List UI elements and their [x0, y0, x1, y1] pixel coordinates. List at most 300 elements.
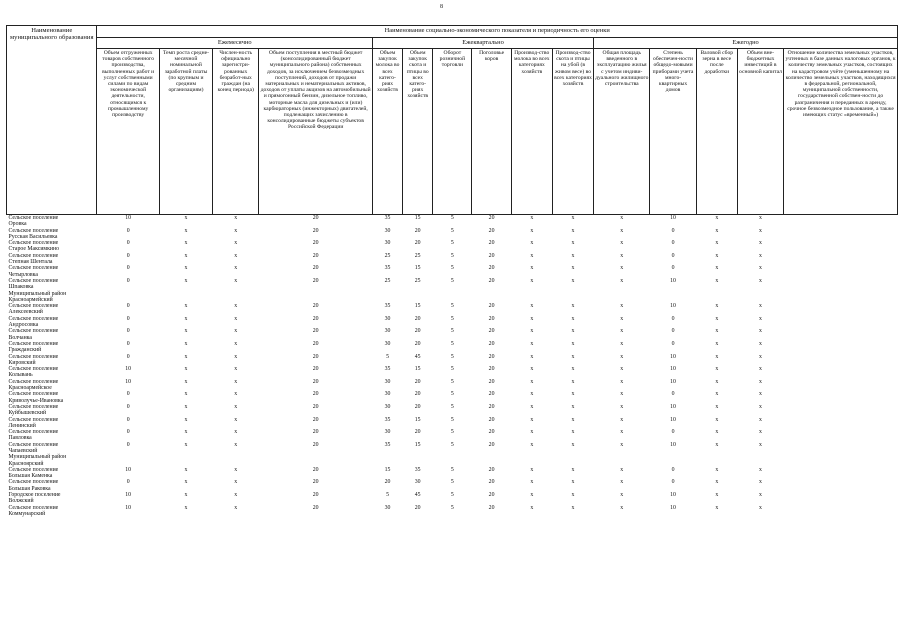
settlement-name — [7, 417, 97, 430]
table-row — [7, 417, 898, 430]
settlement-name-line: Сельское поселение — [8, 252, 59, 259]
table-row — [7, 467, 898, 480]
value-cell: x — [184, 466, 188, 473]
value-cell — [784, 354, 898, 367]
value-cell: 20 — [414, 227, 421, 234]
value-cell: x — [234, 403, 238, 410]
column-header: Степень обеспечен-ности общедо-мовыми приборами учета много-квартирных домов — [650, 49, 696, 215]
value-cell: 10 — [670, 441, 676, 448]
value-cell: x — [184, 265, 188, 272]
value-cell: 20 — [488, 466, 495, 473]
value-cell: 25 — [384, 277, 391, 284]
value-cell: 0 — [126, 252, 130, 259]
value-cell: 20 — [312, 227, 319, 234]
value-cell: 20 — [384, 479, 391, 486]
settlement-name — [7, 291, 97, 304]
settlement-name-line: Сельское поселение — [8, 353, 59, 360]
value-cell: 20 — [312, 479, 319, 486]
value-cell: 10 — [670, 416, 676, 423]
value-cell — [650, 454, 696, 467]
value-cell: 5 — [450, 265, 454, 272]
value-cell: 5 — [386, 492, 389, 499]
value-cell: x — [184, 240, 188, 247]
value-cell: 20 — [312, 265, 319, 272]
value-cell: 20 — [414, 429, 421, 436]
value-cell: 10 — [125, 492, 132, 499]
value-cell: 20 — [312, 240, 319, 247]
value-cell: 0 — [671, 391, 675, 398]
column-header: Объем вне-бюджетных инвестиций в основной капитал — [737, 49, 783, 215]
value-cell: 5 — [450, 466, 454, 473]
value-cell: x — [530, 215, 534, 221]
value-cell: x — [530, 378, 534, 385]
value-cell: x — [620, 265, 624, 272]
value-cell: x — [620, 429, 624, 436]
value-cell — [784, 291, 898, 304]
value-cell: x — [759, 429, 762, 436]
value-cell: x — [530, 441, 534, 448]
value-cell: 20 — [488, 429, 495, 436]
value-cell — [433, 291, 472, 304]
value-cell: x — [715, 265, 719, 272]
value-cell: 10 — [670, 378, 676, 385]
value-cell — [784, 341, 898, 354]
value-cell — [696, 291, 737, 304]
value-cell: 35 — [384, 366, 391, 373]
value-cell: x — [759, 466, 762, 473]
value-cell — [784, 253, 898, 266]
value-cell: 0 — [671, 340, 675, 347]
header-name-column: Наименование муниципального образования — [7, 26, 97, 215]
value-cell: 10 — [125, 504, 132, 511]
value-cell: 15 — [414, 265, 421, 272]
settlement-name — [7, 303, 97, 316]
value-cell: x — [184, 441, 188, 448]
value-cell: 20 — [488, 315, 495, 322]
value-cell: x — [530, 328, 534, 335]
value-cell: x — [571, 265, 575, 272]
value-cell — [784, 228, 898, 241]
value-cell: 20 — [312, 391, 319, 398]
value-cell: x — [234, 366, 238, 373]
value-cell: x — [571, 366, 575, 373]
settlement-name — [7, 429, 97, 442]
table-row — [7, 303, 898, 316]
table-row — [7, 291, 898, 304]
value-cell: 0 — [126, 315, 130, 322]
settlement-name-line: Коммунарский — [8, 510, 46, 517]
value-cell: x — [759, 252, 762, 259]
value-cell: 10 — [670, 403, 676, 410]
value-cell: 20 — [488, 277, 495, 284]
table-row — [7, 379, 898, 392]
value-cell: 25 — [384, 252, 391, 259]
settlement-name-line: Большая Раковка — [8, 485, 51, 492]
value-cell: x — [184, 429, 188, 436]
value-cell: x — [715, 303, 719, 310]
value-cell: 20 — [414, 328, 421, 335]
value-cell: x — [571, 391, 575, 398]
value-cell: x — [715, 429, 719, 436]
value-cell: 20 — [312, 303, 319, 310]
column-header: Валовой сбор зерна в весе после доработки — [696, 49, 737, 215]
table-row — [7, 505, 898, 518]
value-cell: 0 — [126, 303, 130, 310]
value-cell: 20 — [414, 391, 421, 398]
value-cell: x — [234, 492, 238, 499]
value-cell: x — [620, 353, 624, 360]
value-cell: 30 — [384, 429, 391, 436]
value-cell: 20 — [488, 479, 495, 486]
value-cell: x — [715, 215, 719, 221]
value-cell: x — [184, 353, 188, 360]
value-cell: 10 — [125, 215, 132, 221]
value-cell: x — [530, 277, 534, 284]
value-cell: x — [234, 340, 238, 347]
value-cell: x — [530, 303, 534, 310]
value-cell — [213, 454, 259, 467]
value-cell — [372, 454, 402, 467]
value-cell: x — [571, 492, 575, 499]
settlement-name-line: Сельское поселение — [8, 441, 59, 448]
settlement-name-line: Красноярский — [8, 460, 44, 467]
value-cell — [97, 454, 159, 467]
value-cell: 20 — [488, 366, 495, 373]
value-cell: 0 — [671, 252, 675, 259]
column-header: Оборот розничной торговли — [433, 49, 472, 215]
value-cell — [784, 303, 898, 316]
value-cell: x — [759, 315, 762, 322]
value-cell — [552, 454, 593, 467]
value-cell: x — [571, 215, 575, 221]
value-cell: 5 — [450, 416, 454, 423]
settlement-name-line: Муниципальный район — [8, 454, 67, 461]
settlement-name-line: Оровка — [8, 221, 27, 228]
value-cell: x — [620, 366, 624, 373]
value-cell: 0 — [126, 277, 130, 284]
value-cell: x — [620, 391, 624, 398]
value-cell — [472, 454, 511, 467]
value-cell: x — [571, 277, 575, 284]
value-cell: x — [571, 429, 575, 436]
value-cell: 5 — [450, 240, 454, 247]
value-cell: 10 — [670, 492, 676, 499]
settlement-name-line: Сельское поселение — [8, 416, 59, 423]
value-cell — [784, 240, 898, 253]
value-cell: x — [234, 265, 238, 272]
value-cell: x — [530, 403, 534, 410]
column-header: Темп роста средне-месячной номинальной заработной платы (по крупным и средним организациям) — [159, 49, 212, 215]
value-cell: 5 — [450, 303, 454, 310]
value-cell: x — [759, 441, 762, 448]
value-cell: x — [620, 227, 624, 234]
value-cell: x — [530, 479, 534, 486]
value-cell: x — [759, 328, 762, 335]
value-cell — [784, 404, 898, 417]
settlement-name — [7, 492, 97, 505]
settlement-name-line: Муниципальный район — [8, 290, 67, 297]
value-cell — [696, 454, 737, 467]
value-cell — [594, 291, 650, 304]
value-cell: 5 — [450, 441, 454, 448]
value-cell: x — [715, 252, 719, 259]
value-cell: x — [759, 227, 762, 234]
value-cell: 20 — [414, 240, 421, 247]
value-cell: 30 — [384, 340, 391, 347]
value-cell: x — [620, 303, 624, 310]
value-cell — [784, 328, 898, 341]
value-cell — [403, 454, 433, 467]
value-cell: 5 — [450, 277, 454, 284]
value-cell: x — [759, 277, 762, 284]
value-cell: 5 — [450, 492, 454, 499]
table-row — [7, 341, 898, 354]
value-cell — [403, 291, 433, 304]
value-cell: 5 — [450, 215, 454, 221]
settlement-name-line: Алексеевский — [8, 309, 43, 316]
value-cell — [784, 492, 898, 505]
value-cell: 20 — [312, 252, 319, 259]
value-cell: 0 — [671, 240, 675, 247]
table-row — [7, 215, 898, 228]
settlement-name — [7, 228, 97, 241]
table-row — [7, 328, 898, 341]
value-cell: 20 — [488, 215, 495, 221]
value-cell: 20 — [414, 504, 421, 511]
value-cell: x — [184, 303, 188, 310]
value-cell: x — [759, 391, 762, 398]
value-cell: x — [620, 252, 624, 259]
value-cell — [784, 215, 898, 228]
value-cell: 30 — [384, 227, 391, 234]
value-cell: x — [234, 227, 238, 234]
settlement-name — [7, 479, 97, 492]
value-cell: x — [620, 215, 624, 221]
value-cell: x — [620, 240, 624, 247]
value-cell: x — [620, 315, 624, 322]
value-cell: 0 — [126, 265, 130, 272]
value-cell: 20 — [312, 403, 319, 410]
value-cell: x — [234, 416, 238, 423]
settlement-name-line: Волчанка — [8, 334, 32, 341]
settlement-name-line: Сельское поселение — [8, 215, 59, 221]
value-cell — [511, 454, 552, 467]
value-cell — [784, 429, 898, 442]
value-cell: 20 — [488, 492, 495, 499]
value-cell — [97, 291, 159, 304]
value-cell: 10 — [670, 303, 676, 310]
settlement-name — [7, 341, 97, 354]
settlement-name-line: Сельское поселение — [8, 227, 59, 234]
value-cell: 10 — [670, 504, 676, 511]
value-cell: x — [759, 303, 762, 310]
value-cell: 20 — [488, 416, 495, 423]
column-header: Производ-ство скота и птицы на убой (в живом весе) во всех категориях хозяйств — [552, 49, 593, 215]
value-cell — [159, 291, 212, 304]
value-cell: 30 — [384, 504, 391, 511]
value-cell — [259, 291, 373, 304]
value-cell: 0 — [671, 429, 675, 436]
value-cell: x — [759, 403, 762, 410]
value-cell: 0 — [671, 466, 675, 473]
value-cell: x — [184, 227, 188, 234]
value-cell: x — [571, 227, 575, 234]
value-cell: 5 — [450, 328, 454, 335]
settlement-name — [7, 404, 97, 417]
value-cell: 10 — [670, 353, 676, 360]
header-yearly: Ежегодно — [594, 38, 898, 49]
table-row — [7, 404, 898, 417]
value-cell: 10 — [125, 366, 132, 373]
settlement-name — [7, 454, 97, 467]
table-row — [7, 454, 898, 467]
column-header: Объем отгруженных товаров собственного производства, выполненных работ и услуг собственными силами по видам экономической деятельности, относящимся к промышленному производству — [97, 49, 159, 215]
value-cell: x — [234, 504, 238, 511]
value-cell: 35 — [414, 466, 421, 473]
value-cell: 20 — [488, 340, 495, 347]
settlement-name-line: Кировский — [8, 359, 36, 366]
value-cell: 0 — [126, 429, 130, 436]
value-cell: 20 — [312, 441, 319, 448]
value-cell: x — [759, 340, 762, 347]
table-row — [7, 391, 898, 404]
value-cell: x — [571, 353, 575, 360]
value-cell: x — [234, 378, 238, 385]
value-cell: x — [571, 240, 575, 247]
value-cell: 15 — [414, 366, 421, 373]
value-cell: x — [234, 215, 238, 221]
value-cell — [433, 454, 472, 467]
settlement-name — [7, 366, 97, 379]
value-cell: x — [571, 378, 575, 385]
column-header: Объем поступления в местный бюджет (консолидированный бюджет муниципального района) собственных доходов, за исключением безвозмездных поступлений, доходов от продажи материальных и нематериальных активов, доходов от уплаты акцизов на автомобильный и прямогонный бензин, дизельное топливо, моторные масла для дизельных и (или) карбюраторных (инжекторных) двигателей, подлежащих зачислению в консолидированные бюджеты субъектов Российской Федерации — [259, 49, 373, 215]
value-cell: x — [759, 492, 762, 499]
value-cell: 0 — [671, 315, 675, 322]
value-cell: 5 — [450, 391, 454, 398]
value-cell — [784, 391, 898, 404]
value-cell: x — [184, 315, 188, 322]
settlement-name-line: Павловка — [8, 435, 32, 442]
value-cell — [259, 454, 373, 467]
value-cell: 20 — [414, 378, 421, 385]
value-cell: 20 — [312, 328, 319, 335]
settlement-name-line: Сельское поселение — [8, 240, 59, 247]
value-cell: 20 — [312, 416, 319, 423]
value-cell — [372, 291, 402, 304]
value-cell — [784, 454, 898, 467]
settlement-name-line: Ленинский — [8, 422, 36, 429]
value-cell: x — [715, 504, 719, 511]
value-cell: 5 — [450, 429, 454, 436]
settlement-name-line: Куйбышевский — [8, 410, 47, 417]
value-cell: x — [759, 504, 762, 511]
value-cell: x — [620, 340, 624, 347]
value-cell: 20 — [488, 504, 495, 511]
value-cell: x — [620, 479, 624, 486]
value-cell: 0 — [671, 265, 675, 272]
settlement-name — [7, 265, 97, 278]
value-cell: x — [234, 303, 238, 310]
value-cell: x — [620, 277, 624, 284]
settlement-name-line: Сельское поселение — [8, 303, 59, 310]
column-header: Общая площадь введенного в эксплуатацию жилья с учетом индиви-дуального жилищного строительства — [594, 49, 650, 215]
table-row — [7, 316, 898, 329]
settlement-name-line: Сельское поселение — [8, 366, 59, 373]
value-cell: 5 — [450, 366, 454, 373]
settlement-name — [7, 316, 97, 329]
settlement-name-line: Колывань — [8, 372, 33, 379]
value-cell: x — [184, 416, 188, 423]
settlement-name-line: Красноармейское — [8, 385, 52, 392]
settlement-name — [7, 215, 97, 228]
value-cell: 20 — [312, 504, 319, 511]
value-cell: x — [759, 366, 762, 373]
value-cell: x — [620, 504, 624, 511]
value-cell: x — [184, 340, 188, 347]
value-cell: x — [715, 328, 719, 335]
settlement-name-line: Сельское поселение — [8, 466, 59, 473]
value-cell: x — [715, 479, 719, 486]
value-cell: 45 — [414, 353, 421, 360]
value-cell: x — [530, 315, 534, 322]
value-cell: 5 — [386, 353, 389, 360]
header-monthly: Ежемесячно — [97, 38, 372, 49]
value-cell: x — [571, 466, 575, 473]
value-cell: 35 — [384, 416, 391, 423]
settlement-name-line: Сельское поселение — [8, 340, 59, 347]
value-cell: 5 — [450, 403, 454, 410]
column-header: Числен-ность официально зарегистри-рованных безработ-ных граждан (на конец периода) — [213, 49, 259, 215]
value-cell: 0 — [126, 441, 130, 448]
table-row — [7, 278, 898, 291]
value-cell: x — [620, 378, 624, 385]
value-cell: 0 — [126, 328, 130, 335]
value-cell: 15 — [414, 215, 421, 221]
value-cell: x — [715, 240, 719, 247]
value-cell: 15 — [414, 441, 421, 448]
value-cell: x — [620, 416, 624, 423]
value-cell: 0 — [126, 403, 130, 410]
value-cell: 45 — [414, 492, 421, 499]
settlement-name-line: Красноармейский — [8, 296, 53, 303]
value-cell — [784, 265, 898, 278]
value-cell: 20 — [414, 315, 421, 322]
value-cell: 30 — [384, 240, 391, 247]
settlement-name-line: Старое Максимкино — [8, 246, 60, 253]
value-cell: x — [571, 441, 575, 448]
value-cell: 25 — [414, 277, 421, 284]
value-cell: x — [759, 416, 762, 423]
value-cell — [737, 454, 783, 467]
value-cell: 5 — [450, 340, 454, 347]
settlement-name — [7, 240, 97, 253]
value-cell: x — [530, 227, 534, 234]
value-cell — [784, 316, 898, 329]
value-cell: x — [530, 492, 534, 499]
settlement-name-line: Городское поселение — [8, 492, 61, 499]
value-cell: x — [620, 492, 624, 499]
value-cell: 20 — [488, 353, 495, 360]
value-cell: x — [759, 353, 762, 360]
value-cell: 20 — [312, 378, 319, 385]
value-cell: 0 — [671, 328, 675, 335]
value-cell — [784, 417, 898, 430]
value-cell: x — [184, 252, 188, 259]
value-cell: x — [571, 340, 575, 347]
column-header: Отношение количества земельных участков, учтенных в базе данных налоговых органов, к количеству земельных участков, состоящих на кадастровом учёте (уменьшенному на количество земельных участков, находящихся в федеральной, региональной, муниципальной собственности, государственной собствен-ности до разграничения и переданных в аренду, срочное безвозмездное пользование, а также имеющих статус «временный») — [784, 49, 898, 215]
value-cell: x — [234, 353, 238, 360]
settlement-name — [7, 391, 97, 404]
